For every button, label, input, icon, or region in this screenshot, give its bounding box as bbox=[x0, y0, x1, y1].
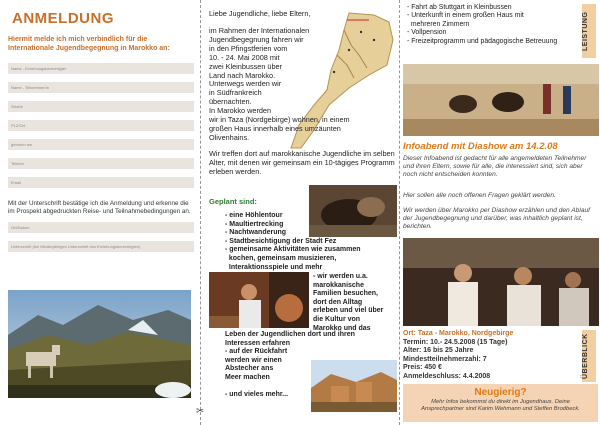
letter-paragraph-2: Wir treffen dort auf marokkanische Jugendliche im selben Alter, mit denen wir gemeinsam ein 10-tägiges Programm erleben werden. bbox=[209, 149, 395, 176]
list-item: Abstecher ans bbox=[225, 365, 274, 373]
dates: Termin: 10.- 24.5.2008 (15 Tage) bbox=[403, 338, 508, 346]
donkeys-market-photo bbox=[403, 64, 599, 136]
overview-tag: ÜBERBLICK bbox=[582, 330, 596, 382]
curious-box bbox=[403, 384, 598, 422]
signature-form bbox=[8, 222, 194, 252]
signature-field-0[interactable]: Ort/Datum bbox=[8, 222, 194, 233]
list-item: - auf der Rückfahrt bbox=[225, 348, 288, 356]
form-field-4[interactable]: geboren am bbox=[8, 139, 194, 150]
list-item: kochen, gemeinsam musizieren, bbox=[225, 254, 337, 262]
list-item: - gemeinsame Aktivitäten wie zusammen bbox=[225, 246, 361, 254]
form-field-6[interactable]: Email bbox=[8, 177, 194, 188]
min-participants: Mindestteilnehmerzahl: 7 bbox=[403, 355, 487, 363]
scissors-icon: ✂ bbox=[196, 406, 205, 417]
services-list bbox=[407, 4, 577, 46]
letter-line: In Marokko werden bbox=[209, 106, 272, 116]
info-text-3: Wir werden über Marokko per Diashow erzählen und den Ablauf der Jugendbegegnung und darüber, was inhaltlich geplant ist, berichten. bbox=[403, 207, 590, 230]
letter-line: Unterwegs werden wir bbox=[209, 79, 282, 89]
list-item: Meer machen bbox=[225, 373, 270, 381]
greeting: Liebe Jugendliche, liebe Eltern, bbox=[209, 9, 311, 18]
planned-list bbox=[225, 212, 401, 272]
letter-line: wir in Taza (Nordgebirge) wohnen, in einem bbox=[209, 115, 350, 125]
letter-line: Jugendbegegnung fahren wir bbox=[209, 34, 304, 44]
list-item: - Freizeitprogramm und pädagogische Betreuung bbox=[407, 37, 558, 45]
letter-line: Olivenhains. bbox=[209, 132, 250, 142]
list-item: dort den Alltag bbox=[313, 298, 363, 306]
form-field-3[interactable]: PLZ/Ort bbox=[8, 120, 194, 131]
letter-line: übernachten. bbox=[209, 97, 252, 107]
list-item: Marokko und das bbox=[313, 324, 371, 332]
consent-text: Mit der Unterschrift bestätige ich die Anmeldung und erkenne die im Prospekt abgedruckten Reise- und Teilnahmebedingungen an. bbox=[8, 200, 191, 215]
page-title: ANMELDUNG bbox=[12, 10, 114, 27]
list-item: mehreren Zimmern bbox=[407, 20, 470, 28]
deadline: Anmeldeschluss: 4.4.2008 bbox=[403, 372, 491, 380]
info-text-1: Dieser Infoabend ist gedacht für alle angemeldeten Teilnehmer und ihren Eltern, sowie für alle, die interessiert sind, sich aber noch nicht entscheiden konnten. bbox=[403, 155, 587, 178]
list-item: - und vieles mehr... bbox=[225, 390, 289, 398]
list-item: Interessen erfahren bbox=[225, 339, 290, 347]
curious-text: Mehr Infos bekommst du direkt im Jugendhaus. Deine Ansprechpartner sind Karim Wehmann und Steffen Brodbeck. bbox=[421, 399, 580, 412]
letter-line: im Rahmen der Internationalen bbox=[209, 26, 310, 35]
letter-panel bbox=[200, 0, 400, 425]
letter-line: Land nach Marokko. bbox=[209, 70, 276, 80]
list-item: die Kultur von bbox=[313, 315, 361, 323]
info-evening-heading: Infoabend mit Diashow am 14.2.08 bbox=[403, 141, 558, 152]
letter-paragraph-1 bbox=[209, 27, 399, 143]
planned-heading: Geplant sind: bbox=[209, 197, 257, 206]
signature-field-1[interactable]: Unterschrift (bei Minderjährigen Unterschrift des Erziehungsberechtigten) bbox=[8, 241, 194, 252]
curious-heading: Neugierig? bbox=[474, 387, 527, 398]
donkey-mountain-photo bbox=[8, 290, 191, 398]
info-panel bbox=[401, 0, 600, 425]
pottery-photo bbox=[209, 272, 309, 328]
registration-form bbox=[8, 63, 194, 188]
letter-line: in Südfrankreich bbox=[209, 88, 262, 98]
services-tag: LEISTUNG bbox=[582, 4, 596, 58]
letter-line: großen Haus innerhalb eines umzäunten bbox=[209, 123, 341, 133]
list-item: - wir werden u.a. bbox=[313, 273, 368, 280]
list-item: - Nachtwanderung bbox=[225, 229, 287, 237]
list-item: Familien besuchen, bbox=[313, 290, 378, 298]
musicians-photo bbox=[403, 238, 599, 326]
list-item: marokkanische bbox=[313, 281, 364, 289]
list-item: - Stadtbesichtigung der Stadt Fez bbox=[225, 237, 337, 245]
info-text-2: Hier sollen alle noch offenen Fragen geklärt werden. bbox=[403, 192, 556, 199]
list-item: Interaktionsspiele und mehr bbox=[225, 263, 323, 271]
price: Preis: 450 € bbox=[403, 364, 442, 372]
list-item: - eine Höhlentour bbox=[225, 212, 283, 219]
overview-box bbox=[403, 330, 578, 382]
letter-line: zwei Kleinbussen über bbox=[209, 61, 283, 71]
form-field-0[interactable]: Name - Erziehungsberechtigter bbox=[8, 63, 194, 74]
letter-line: in den Pfingstferien vom bbox=[209, 43, 288, 53]
list-item: - Vollpension bbox=[407, 29, 447, 37]
planned-list-2 bbox=[313, 273, 401, 333]
list-item: - Fahrt ab Stuttgart in Kleinbussen bbox=[407, 4, 512, 11]
form-field-2[interactable]: Straße bbox=[8, 101, 194, 112]
list-item: - Maultiertrecking bbox=[225, 220, 284, 228]
location: Ort: Taza - Marokko, Nordgebirge bbox=[403, 330, 514, 337]
registration-intro: Hiermit melde ich mich verbindlich für die Internationale Jugendbegegnung in Marokko an: bbox=[8, 36, 170, 52]
age: Alter: 16 bis 25 Jahre bbox=[403, 347, 474, 355]
kasbah-photo bbox=[311, 360, 397, 412]
form-field-5[interactable]: Telefon bbox=[8, 158, 194, 169]
letter-line: 10. - 24. Mai 2008 mit bbox=[209, 52, 280, 62]
list-item: - Unterkunft in einem großen Haus mit bbox=[407, 12, 524, 20]
list-item: erleben und viel über bbox=[313, 307, 384, 315]
list-item: Leben der Jugendlichen dort und ihren bbox=[225, 331, 355, 338]
form-field-1[interactable]: Name - Teilnehmer/in bbox=[8, 82, 194, 93]
list-item: werden wir einen bbox=[225, 356, 282, 364]
